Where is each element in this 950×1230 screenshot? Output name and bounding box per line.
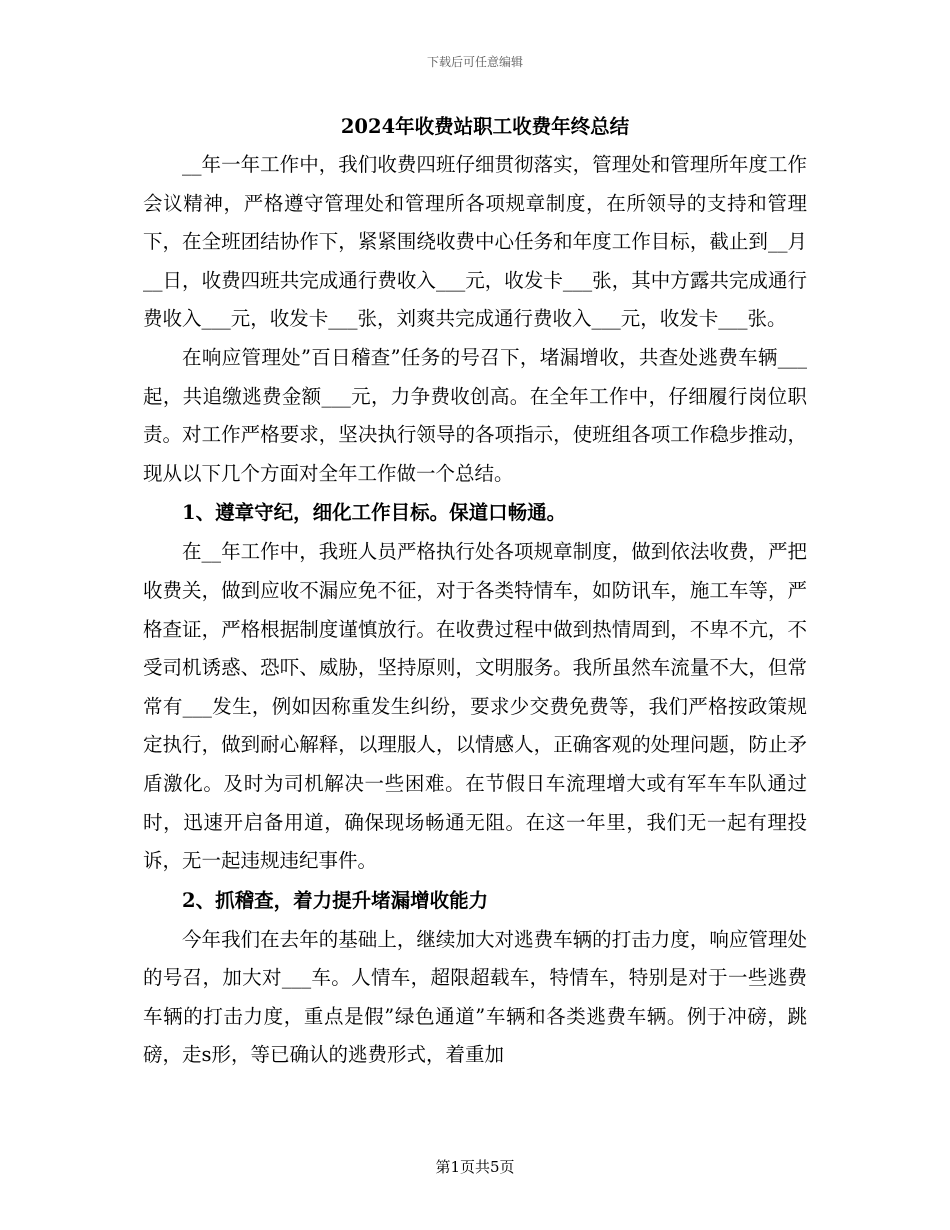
document-title: 2024年收费站职工收费年终总结	[340, 115, 630, 138]
header-watermark: 下载后可任意编辑	[426, 55, 523, 69]
paragraph-section-2: 今年我们在去年的基础上，继续加大对逃费车辆的打击力度，响应管理处的号召，加大对___车。人情车，超限超载车，特情车，特别是对于一些逃费车辆的打击力度，重点是假”绿色通道”车辆和各类逃费车辆。例于冲磅，跳磅，走s形，等已确认的逃费形式，着重加	[143, 927, 807, 1067]
document-body	[143, 108, 807, 1075]
section-heading-1: 1、遵章守纪，细化工作目标。保道口畅通。	[182, 501, 567, 525]
page-number: 第1页共5页	[435, 1158, 515, 1176]
paragraph-intro: __年一年工作中，我们收费四班仔细贯彻落实，管理处和管理所年度工作会议精神，严格遵守管理处和管理所各项规章制度，在所领导的支持和管理下，在全班团结协作下，紧紧围绕收费中心任务和年度工作目标，截止到__月__日，收费四班共完成通行费收入___元，收发卡___张，其中方露共完成通行费收入___元，收发卡___张，刘爽共完成通行费收入___元，收发卡___张。	[143, 153, 807, 331]
paragraph-audit: 在响应管理处”百日稽查”任务的号召下，堵漏增收，共查处逃费车辆___起，共追缴逃费金额___元，力争费收创高。在全年工作中，仔细履行岗位职责。对工作严格要求，坚决执行领导的各项指示，使班组各项工作稳步推动，现从以下几个方面对全年工作做一个总结。	[143, 345, 807, 485]
section-heading-2: 2、抓稽查，着力提升堵漏增收能力	[182, 888, 489, 912]
paragraph-section-1: 在__年工作中，我班人员严格执行处各项规章制度，做到依法收费，严把收费关，做到应收不漏应免不征，对于各类特情车，如防讯车，施工车等，严格查证，严格根据制度谨慎放行。在收费过程中做到热情周到，不卑不亢，不受司机诱惑、恐吓、威胁，坚持原则，文明服务。我所虽然车流量不大，但常常有___发生，例如因称重发生纠纷，要求少交费免费等，我们严格按政策规定执行，做到耐心解释，以理服人，以情感人，正确客观的处理问题，防止矛盾激化。及时为司机解决一些困难。在节假日车流理增大或有军车车队通过时，迅速开启备用道，确保现场畅通无阻。在这一年里，我们无一起有理投诉，无一起违规违纪事件。	[143, 540, 807, 873]
